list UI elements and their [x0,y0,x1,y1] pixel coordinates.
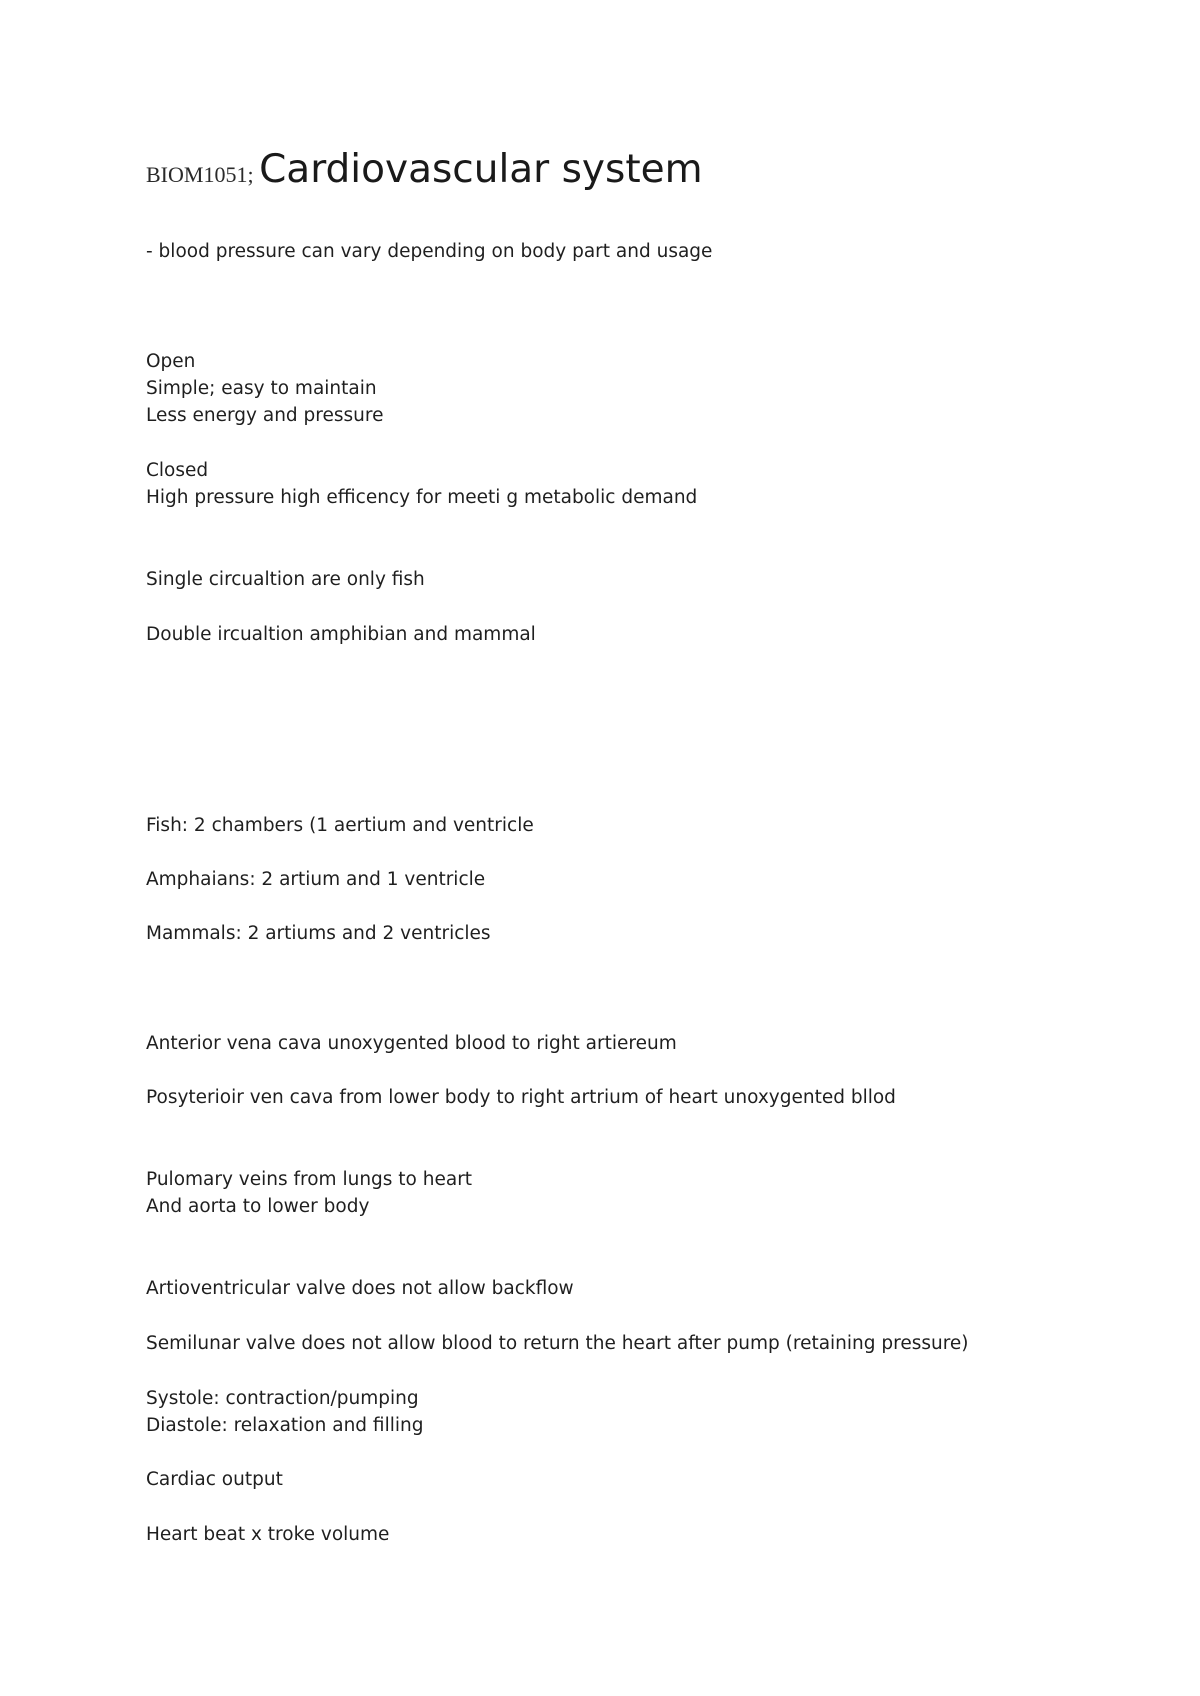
note-line: And aorta to lower body [146,1196,370,1217]
note-line: Fish: 2 chambers (1 aertium and ventricle [146,815,534,836]
note-line: - blood pressure can vary depending on body part and usage [146,241,713,262]
note-line: Less energy and pressure [146,405,384,426]
note-line: Diastole: relaxation and filling [146,1415,424,1436]
note-line: Amphaians: 2 artium and 1 ventricle [146,869,486,890]
page-title: Cardiovascular system [259,147,703,192]
note-line: High pressure high efficency for meeti g metabolic demand [146,487,698,508]
note-line: Anterior vena cava unoxygented blood to right artiereum [146,1033,677,1054]
course-code: BIOM1051; [146,162,260,187]
note-line: Mammals: 2 artiums and 2 ventricles [146,923,491,944]
note-line: Artioventricular valve does not allow backflow [146,1278,574,1299]
note-line: Cardiac output [146,1469,283,1490]
note-line: Open [146,351,196,372]
note-line: Single circualtion are only fish [146,569,425,590]
note-line: Pulomary veins from lungs to heart [146,1169,473,1190]
note-line: Semilunar valve does not allow blood to return the heart after pump (retaining pressure) [146,1333,969,1354]
note-line: Double ircualtion amphibian and mammal [146,624,536,645]
document-title [146,144,703,203]
note-line: Posyterioir ven cava from lower body to right artrium of heart unoxygented bllod [146,1087,896,1108]
note-line: Heart beat x troke volume [146,1524,390,1545]
note-line: Simple; easy to maintain [146,378,377,399]
note-line: Closed [146,460,209,481]
note-line: Systole: contraction/pumping [146,1388,419,1409]
